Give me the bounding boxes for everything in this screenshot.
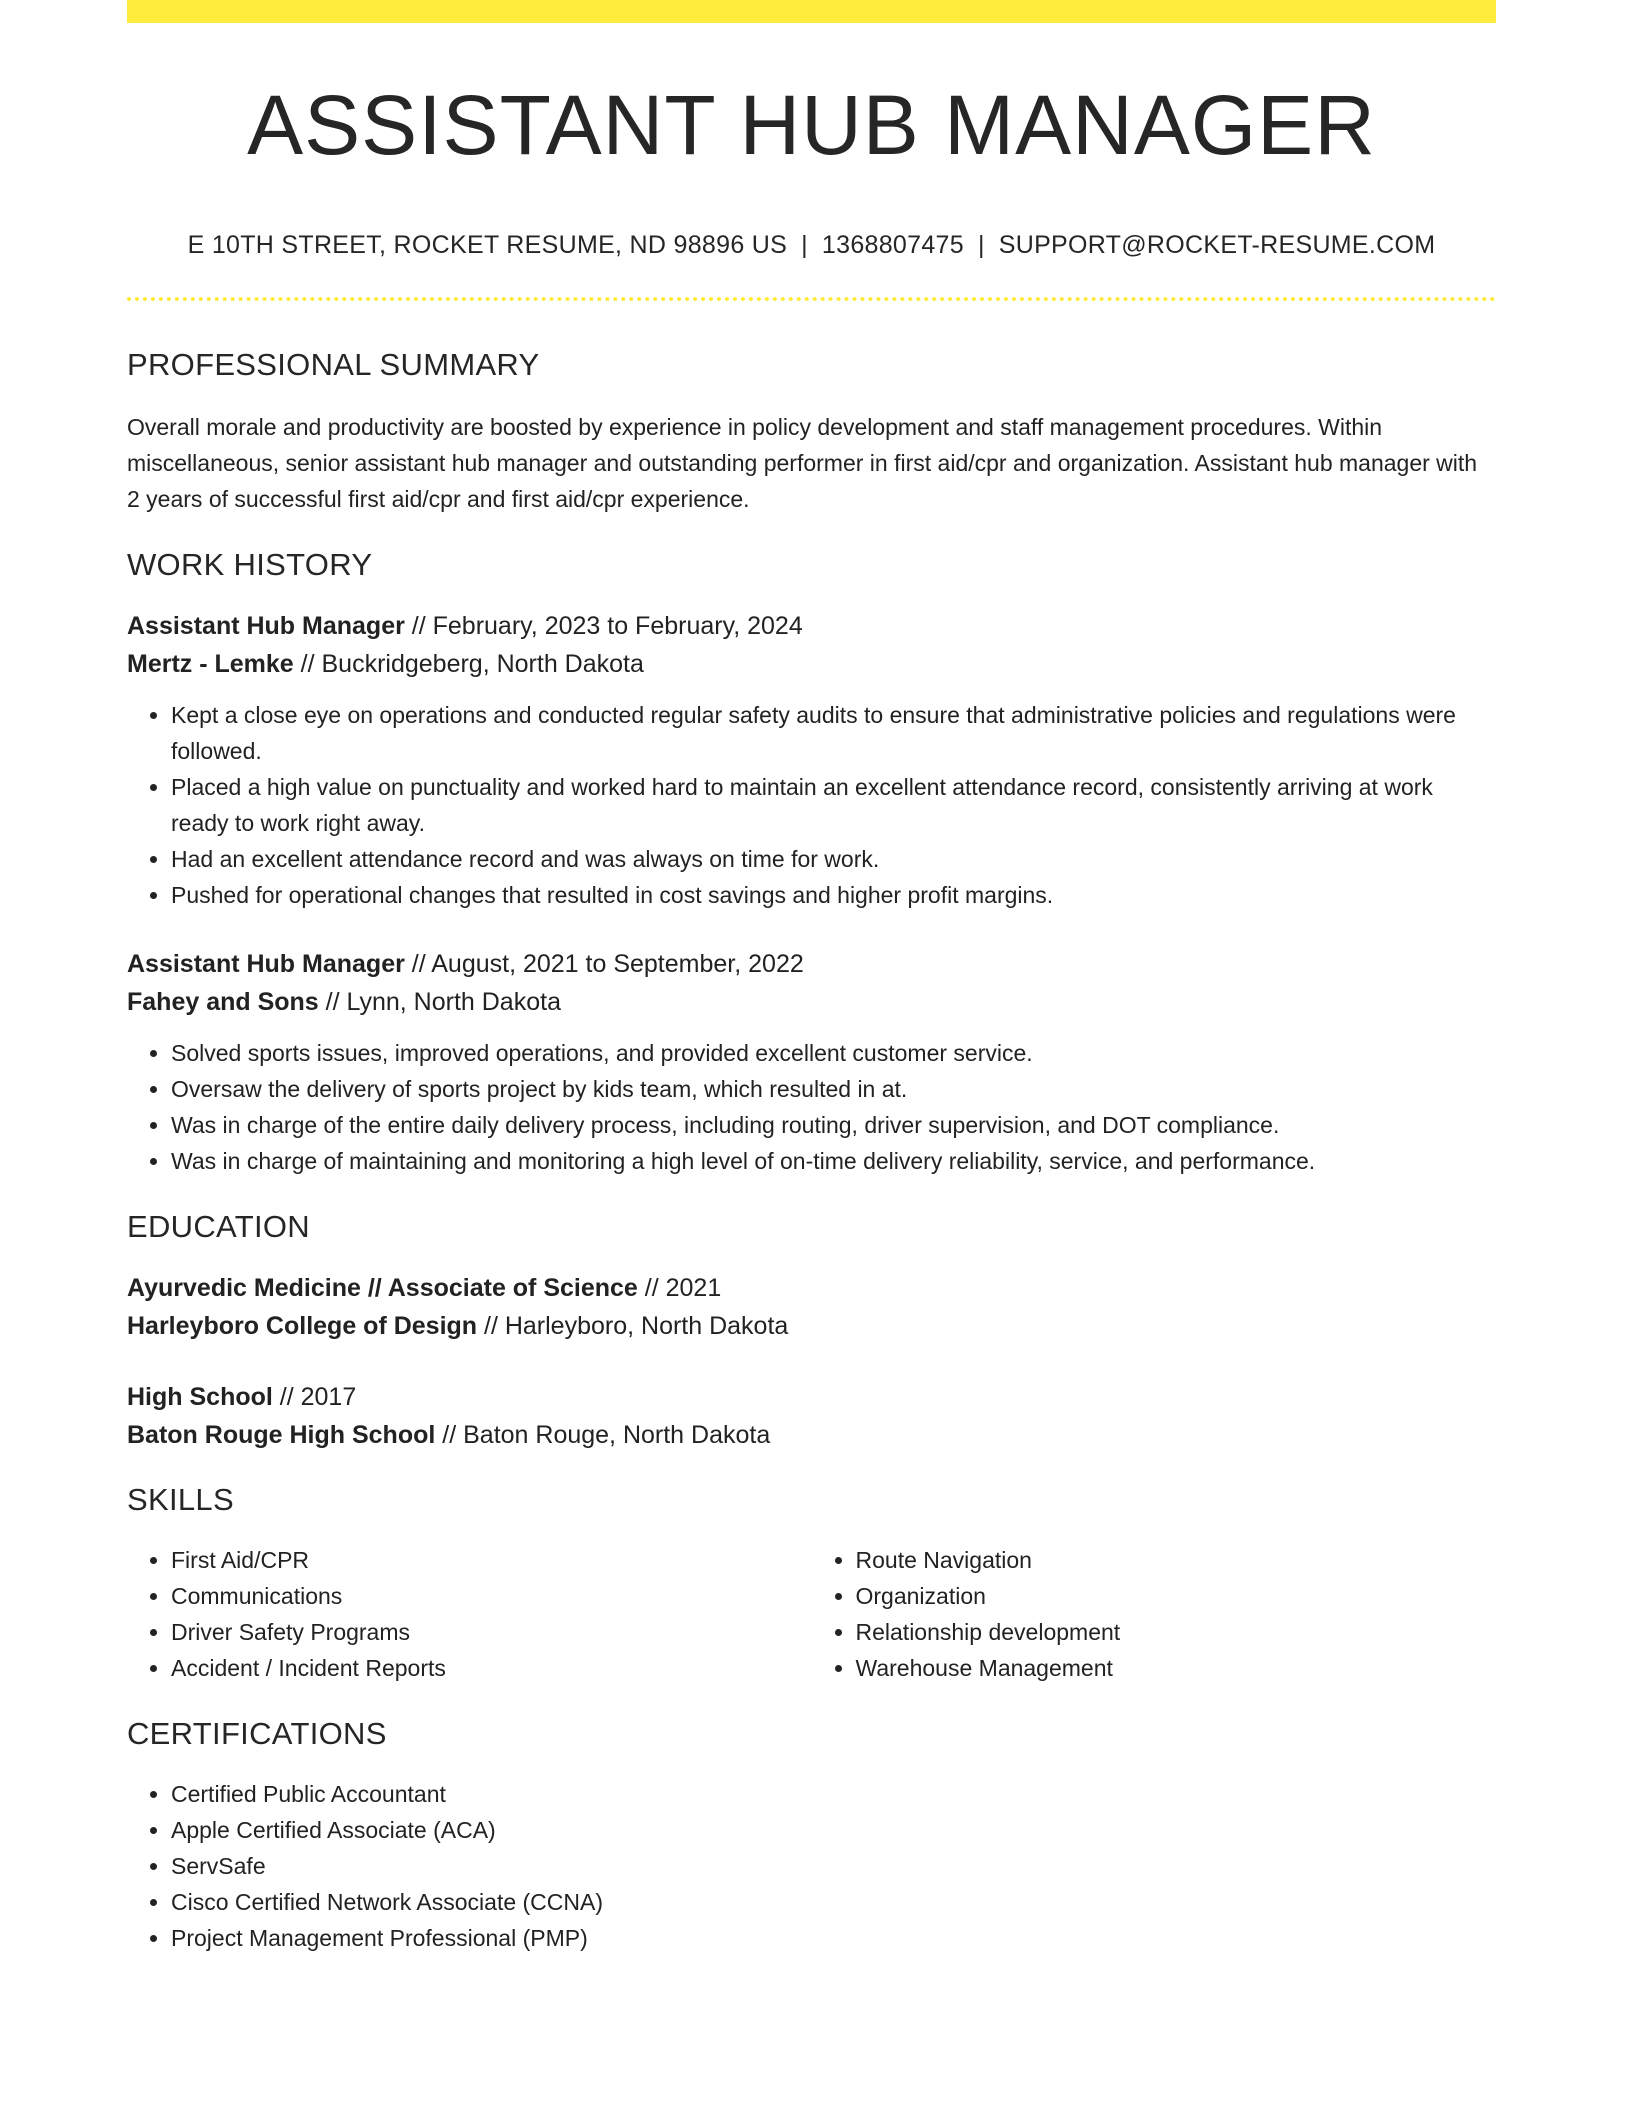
school-line: [127, 1307, 1496, 1345]
job-entry: [127, 607, 1496, 913]
job-company-line: [127, 645, 1496, 683]
job-company: Mertz - Lemke: [127, 650, 294, 678]
list-item: • Solved sports issues, improved operations, and provided excellent customer service.: [171, 1035, 1496, 1071]
education-entry: [127, 1378, 1496, 1454]
list-item: • Project Management Professional (PMP): [171, 1920, 1496, 1956]
list-item: • Cisco Certified Network Associate (CCNA): [171, 1884, 1496, 1920]
skills-list-left: [127, 1542, 812, 1686]
school-location: // Harleyboro, North Dakota: [477, 1312, 789, 1340]
skills-section: [127, 1482, 1496, 1686]
job-location: // Lynn, North Dakota: [318, 988, 561, 1016]
contact-separator: |: [977, 231, 985, 259]
job-entry: [127, 945, 1496, 1179]
list-item: • Organization: [856, 1578, 1497, 1614]
degree-line: [127, 1378, 1496, 1416]
contact-line: [127, 231, 1496, 260]
skills-columns: [127, 1542, 1496, 1686]
skills-list-right: [812, 1542, 1497, 1686]
certifications-list: [127, 1776, 1496, 1956]
list-item: • Had an excellent attendance record and was always on time for work.: [171, 841, 1496, 877]
graduation-year: // 2021: [637, 1274, 722, 1302]
summary-section: [127, 347, 1496, 517]
dotted-divider: [127, 297, 1496, 301]
list-item: • Oversaw the delivery of sports project by kids team, which resulted in at.: [171, 1071, 1496, 1107]
school-location: // Baton Rouge, North Dakota: [435, 1421, 771, 1449]
job-dates: // August, 2021 to September, 2022: [404, 950, 804, 978]
top-accent-bar: [127, 0, 1496, 23]
job-company: Fahey and Sons: [127, 988, 319, 1016]
job-title: Assistant Hub Manager: [127, 950, 405, 978]
job-location: // Buckridgeberg, North Dakota: [293, 650, 644, 678]
job-company-line: [127, 983, 1496, 1021]
work-history-section: [127, 547, 1496, 1179]
list-item: • Was in charge of maintaining and monitoring a high level of on-time delivery reliability, service, and performance.: [171, 1143, 1496, 1179]
school-line: [127, 1416, 1496, 1454]
list-item: • Apple Certified Associate (ACA): [171, 1812, 1496, 1848]
list-item: • Placed a high value on punctuality and worked hard to maintain an excellent attendance record, consistently arriving at work ready to work right away.: [171, 769, 1496, 841]
degree-line: [127, 1269, 1496, 1307]
list-item: • Route Navigation: [856, 1542, 1497, 1578]
job-dates: // February, 2023 to February, 2024: [404, 612, 803, 640]
list-item: • Driver Safety Programs: [171, 1614, 812, 1650]
contact-email: SUPPORT@ROCKET-RESUME.COM: [998, 231, 1436, 259]
list-item: • Pushed for operational changes that resulted in cost savings and higher profit margins.: [171, 877, 1496, 913]
list-item: • Accident / Incident Reports: [171, 1650, 812, 1686]
job-title-line: [127, 945, 1496, 983]
school: Baton Rouge High School: [127, 1421, 436, 1449]
resume-name: ASSISTANT HUB MANAGER: [247, 78, 1376, 172]
summary-heading: PROFESSIONAL SUMMARY: [127, 347, 540, 382]
summary-text: Overall morale and productivity are boosted by experience in policy development and staff management procedures. Within miscellaneous, senior assistant hub manager and outstanding performer in first aid/cpr and organization. Assistant hub manager with 2 years of successful first aid/cpr and first aid/cpr experience.: [127, 414, 1478, 512]
graduation-year: // 2017: [272, 1383, 357, 1411]
list-item: • Communications: [171, 1578, 812, 1614]
job-bullets: [127, 697, 1496, 913]
contact-address: E 10TH STREET, ROCKET RESUME, ND 98896 US: [187, 231, 788, 259]
contact-separator: |: [801, 231, 808, 259]
list-item: • First Aid/CPR: [171, 1542, 812, 1578]
list-item: • Relationship development: [856, 1614, 1497, 1650]
education-heading: EDUCATION: [127, 1209, 310, 1244]
list-item: • Was in charge of the entire daily delivery process, including routing, driver supervision, and DOT compliance.: [171, 1107, 1496, 1143]
list-item: • ServSafe: [171, 1848, 1496, 1884]
job-title: Assistant Hub Manager: [127, 612, 405, 640]
certifications-section: [127, 1716, 1496, 1956]
list-item: • Warehouse Management: [856, 1650, 1497, 1686]
contact-phone: 1368807475: [821, 231, 964, 259]
certifications-heading: CERTIFICATIONS: [127, 1716, 387, 1751]
education-section: [127, 1209, 1496, 1454]
degree: Ayurvedic Medicine // Associate of Science: [127, 1274, 638, 1302]
degree: High School: [127, 1383, 273, 1411]
skills-heading: SKILLS: [127, 1482, 234, 1517]
resume-page: [127, 0, 1496, 1956]
list-item: • Certified Public Accountant: [171, 1776, 1496, 1812]
work-history-heading: WORK HISTORY: [127, 547, 373, 582]
job-bullets: [127, 1035, 1496, 1179]
job-title-line: [127, 607, 1496, 645]
list-item: • Kept a close eye on operations and conducted regular safety audits to ensure that administrative policies and regulations were followed.: [171, 697, 1496, 769]
school: Harleyboro College of Design: [127, 1312, 478, 1340]
education-entry: [127, 1269, 1496, 1345]
